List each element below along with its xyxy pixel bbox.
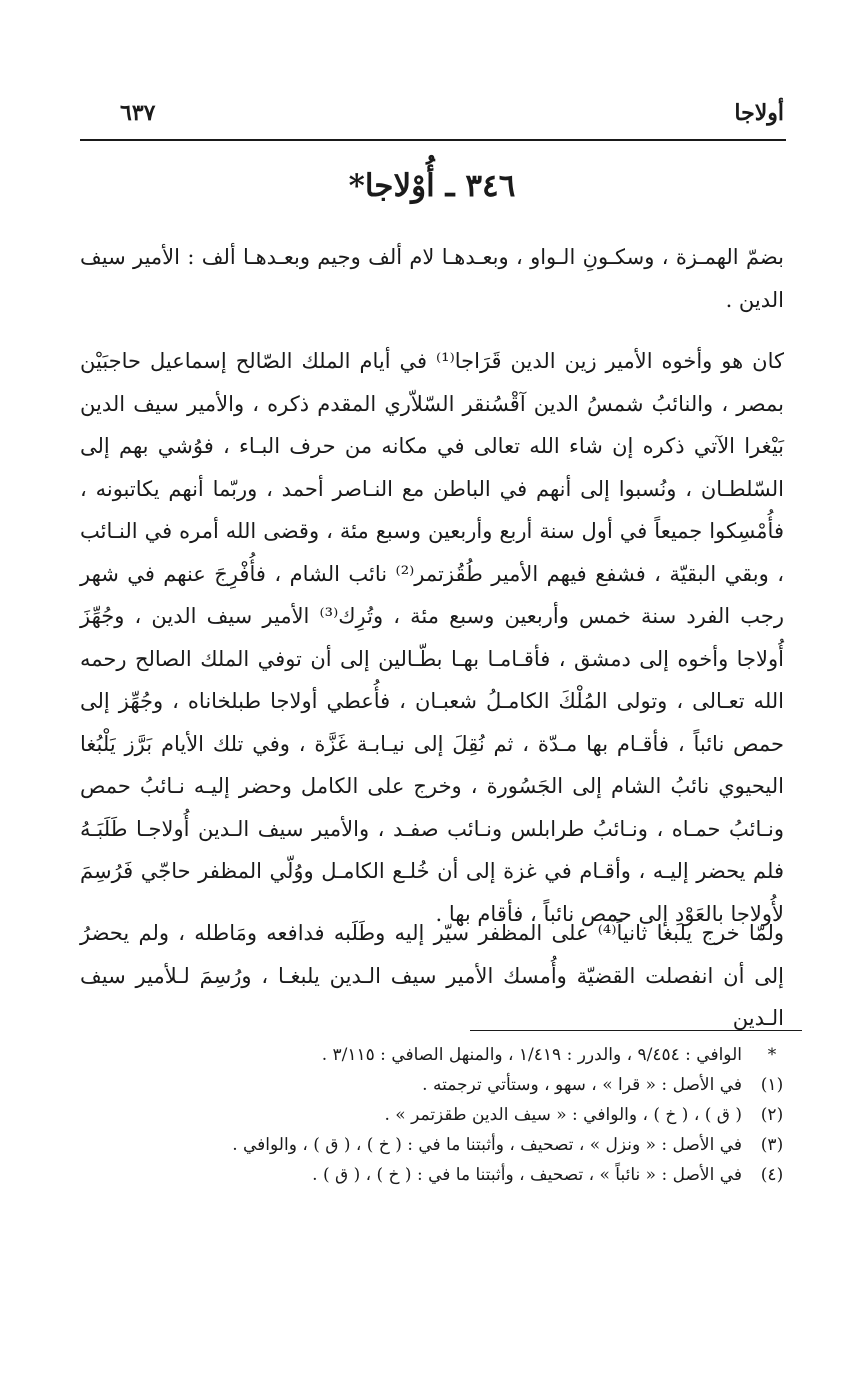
footnote-mark: (٤) (760, 1165, 784, 1185)
footnote (80, 1130, 786, 1160)
footnote-rule (470, 1030, 802, 1031)
footnote (80, 1160, 786, 1190)
footnote-text: في الأصل : « قرا » ، سهو ، وستأتي ترجمته . (422, 1075, 742, 1095)
footnotes (80, 1040, 786, 1190)
page-number: ٦٣٧ (120, 100, 156, 126)
running-title: أولاجا (734, 100, 784, 126)
paragraph-pronunciation: بضمّ الهمـزة ، وسكـونِ الـواو ، وبعـدهـا لام ألف وجيم وبعـدهـا ألف : الأمير سيف الدين . (80, 245, 784, 312)
footnote-text: ( ق ) ، ( خ ) ، والوافي : « سيف الدين طقزتمر » . (384, 1105, 742, 1125)
footnote (80, 1040, 786, 1070)
footnote (80, 1100, 786, 1130)
footnote-mark: (٣) (760, 1135, 784, 1155)
footnote-mark: (٢) (760, 1105, 784, 1125)
footnote-text: الوافي : ٩/٤٥٤ ، والدرر : ١/٤١٩ ، والمنهل الصافي : ٣/١١٥ . (321, 1045, 742, 1065)
page-header (80, 100, 784, 138)
entry-title: ٣٤٦ ـ أُوْلاجا* (348, 168, 516, 204)
header-rule (80, 139, 786, 141)
footnote-mark: (١) (760, 1075, 784, 1095)
footnote (80, 1070, 786, 1100)
footnote-text: في الأصل : « نائباً » ، تصحيف ، وأثبتنا ما في : ( خ ) ، ( ق ) . (312, 1165, 742, 1185)
paragraph-continuation: ولمّا خرج يلبغا ثانياً⁽⁴⁾ على المظفر سيّر إليه وطَلَبه فدافعه ومَاطله ، ولم يحضرُ إلى أن انفصلت القضيّة وأُمسك الأمير سيف الـدين يلبغـا ، ورُسِمَ لـلأمير سيف الـدين (80, 921, 784, 1030)
footnote-mark: * (767, 1045, 777, 1065)
footnote-text: في الأصل : « ونزل » ، تصحيف ، وأثبتنا ما في : ( خ ) ، ( ق ) ، والوافي . (232, 1135, 742, 1155)
paragraph-biography: كان هو وأخوه الأمير زين الدين قَرَاجا⁽¹⁾ في أيام الملك الصّالح إسماعيل حاجبَيْن بمصر ، والنائبُ شمسُ الدين آقْسُنقر السّلاّري المقدم ذكره ، والأمير سيف الدين بَيْغرا الآتي ذكره إن شاء الله تعالى في مكانه من حرف البـاء ، فوُشي بهم إلى السّلطـان ، ونُسبوا إلى أنهم في الباطن مع النـاصر أحمد ، وربّما أنهم يكاتبونه ، فأُمْسِكوا جميعاً في أول سنة أربع وأربعين وسبع مئة ، وقضى الله أمره في النـائب ، وبقي البقيّة ، فشفع فيهم الأمير طُقُزتمر⁽²⁾ نائب الشام ، فأُفْرِجَ عنهم في شهر رجب الفرد سنة خمس وأربعين وسبع مئة ، وتُرِك⁽³⁾ الأمير سيف الدين ، وجُهِّزَ أُولاجا وأخوه إلى دمشق ، فأقـامـا بهـا بطّـالين إلى أن توفي الملك الصالح رحمه الله تعـالى ، وتولى المُلْكَ الكامـلُ شعبـان ، فأُعطي أولاجا طبلخاناه ، وجُهِّز إلى حمص نائباً ، فأقـام بها مـدّة ، ثم نُقِلَ إلى نيـابـة غَزَّة ، وفي تلك الأيام بَرَّز يَلْبُغا اليحيوي نائبُ الشام إلى الجَسُورة ، وخرج على الكامل وحضر إليـه نـائبُ حمص ونـائبُ حمـاه ، ونـائبُ طرابلس ونـائب صفـد ، والأمير سيف الـدين أُولاجـا طَلَبَـهُ فلم يحضر إليـه ، وأقـام في غزة إلى أن خُلـع الكامـل ووُلّي المظفر حاجّي فَرُسِمَ لأُولاجا بالعَوْدِ إلى حمص نائباً ، فأقام بها . (80, 349, 784, 926)
